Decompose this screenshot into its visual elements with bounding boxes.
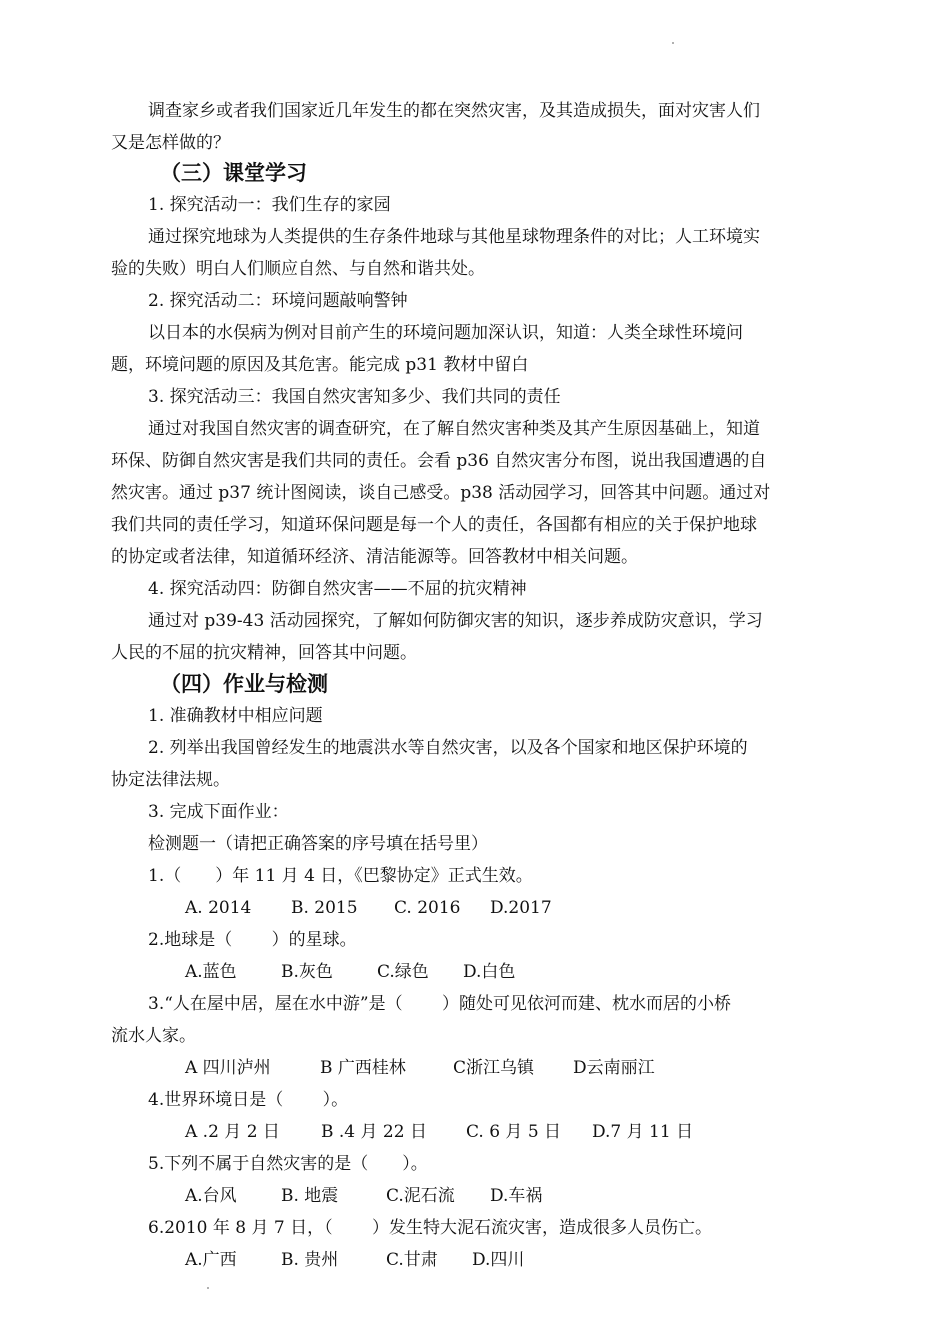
activity-1-text-1: 通过探究地球为人类提供的生存条件地球与其他星球物理条件的对比；人工环境实 bbox=[148, 227, 760, 247]
option: D.车祸 bbox=[490, 1186, 543, 1206]
option: C. 6 月 5 日 bbox=[466, 1122, 562, 1142]
option: A. 2014 bbox=[185, 898, 252, 918]
activity-3-text-1: 通过对我国自然灾害的调查研究，在了解自然灾害种类及其产生原因基础上，知道 bbox=[148, 419, 760, 439]
option: B. 地震 bbox=[281, 1186, 339, 1206]
option: B. 2015 bbox=[291, 898, 358, 918]
activity-4-text-2: 人民的不屈的抗灾精神，回答其中问题。 bbox=[111, 643, 417, 663]
activity-3-text-4: 我们共同的责任学习，知道环保问题是每一个人的责任，各国都有相应的关于保护地球 bbox=[111, 515, 757, 535]
option: B 广西桂林 bbox=[320, 1058, 406, 1078]
option: D.白色 bbox=[463, 962, 516, 982]
test-title: 检测题一（请把正确答案的序号填在括号里） bbox=[148, 834, 488, 854]
homework-item-3: 3. 完成下面作业： bbox=[148, 802, 289, 822]
activity-2-text-1: 以日本的水俣病为例对目前产生的环境问题加深认识，知道：人类全球性环境问 bbox=[148, 323, 743, 343]
option: B. 贵州 bbox=[281, 1250, 339, 1270]
question-5: 5.下列不属于自然灾害的是（ ）。 bbox=[148, 1154, 428, 1174]
question-1: 1.（ ）年 11 月 4 日，《巴黎协定》正式生效。 bbox=[148, 866, 533, 886]
question-4-options bbox=[111, 1116, 841, 1148]
option: C.绿色 bbox=[377, 962, 429, 982]
activity-2-title: 2. 探究活动二：环境问题敲响警钟 bbox=[148, 291, 408, 311]
question-3-line-2: 流水人家。 bbox=[111, 1026, 196, 1046]
activity-3-title: 3. 探究活动三：我国自然灾害知多少、我们共同的责任 bbox=[148, 387, 561, 407]
option: A.蓝色 bbox=[185, 962, 237, 982]
activity-3-text-5: 的协定或者法律，知道循环经济、清洁能源等。回答教材中相关问题。 bbox=[111, 547, 638, 567]
option: C. 2016 bbox=[394, 898, 461, 918]
option: B .4 月 22 日 bbox=[321, 1122, 427, 1142]
option: A 四川泸州 bbox=[185, 1058, 271, 1078]
question-6-options bbox=[111, 1244, 841, 1276]
homework-item-2-line-1: 2. 列举出我国曾经发生的地震洪水等自然灾害，以及各个国家和地区保护环境的 bbox=[148, 738, 748, 758]
option: D.四川 bbox=[472, 1250, 525, 1270]
question-1-options bbox=[111, 892, 841, 924]
option: B.灰色 bbox=[281, 962, 333, 982]
option: D.7 月 11 日 bbox=[592, 1122, 694, 1142]
section-3-heading: （三）课堂学习 bbox=[160, 161, 307, 185]
option: C.泥石流 bbox=[386, 1186, 455, 1206]
activity-4-title: 4. 探究活动四：防御自然灾害——不屈的抗灾精神 bbox=[148, 579, 527, 599]
option: D云南丽江 bbox=[573, 1058, 655, 1078]
activity-3-text-3: 然灾害。通过 p37 统计图阅读，谈自己感受。p38 活动园学习，回答其中问题。通过对 bbox=[111, 483, 771, 503]
question-2: 2.地球是（ ）的星球。 bbox=[148, 930, 357, 950]
question-5-options bbox=[111, 1180, 841, 1212]
activity-4-text-1: 通过对 p39-43 活动园探究，了解如何防御灾害的知识，逐步养成防灾意识，学习 bbox=[148, 611, 763, 631]
intro-line-1: 调查家乡或者我们国家近几年发生的都在突然灾害，及其造成损失，面对灾害人们 bbox=[148, 101, 760, 121]
section-4-heading: （四）作业与检测 bbox=[160, 672, 328, 696]
scan-dot bbox=[207, 1287, 209, 1289]
option: C.甘肃 bbox=[386, 1250, 438, 1270]
option: A .2 月 2 日 bbox=[185, 1122, 280, 1142]
question-6: 6.2010 年 8 月 7 日，（ ）发生特大泥石流灾害，造成很多人员伤亡。 bbox=[148, 1218, 713, 1238]
question-4: 4.世界环境日是（ ）。 bbox=[148, 1090, 349, 1110]
option: D.2017 bbox=[490, 898, 552, 918]
question-2-options bbox=[111, 956, 841, 988]
option: C浙江乌镇 bbox=[453, 1058, 535, 1078]
homework-item-1: 1. 准确教材中相应问题 bbox=[148, 706, 323, 726]
intro-line-2: 又是怎样做的？ bbox=[111, 133, 230, 153]
question-3-line-1: 3.“人在屋中居，屋在水中游”是（ ）随处可见依河而建、枕水而居的小桥 bbox=[148, 994, 732, 1014]
homework-item-2-line-2: 协定法律法规。 bbox=[111, 770, 230, 790]
option: A.广西 bbox=[185, 1250, 237, 1270]
activity-1-text-2: 验的失败）明白人们顺应自然、与自然和谐共处。 bbox=[111, 259, 485, 279]
activity-3-text-2: 环保、防御自然灾害是我们共同的责任。会看 p36 自然灾害分布图，说出我国遭遇的自 bbox=[111, 451, 767, 471]
activity-2-text-2: 题，环境问题的原因及其危害。能完成 p31 教材中留白 bbox=[111, 355, 529, 375]
activity-1-title: 1. 探究活动一：我们生存的家园 bbox=[148, 195, 391, 215]
question-3-options bbox=[111, 1052, 841, 1084]
scan-dot bbox=[672, 42, 674, 44]
option: A.台风 bbox=[185, 1186, 237, 1206]
